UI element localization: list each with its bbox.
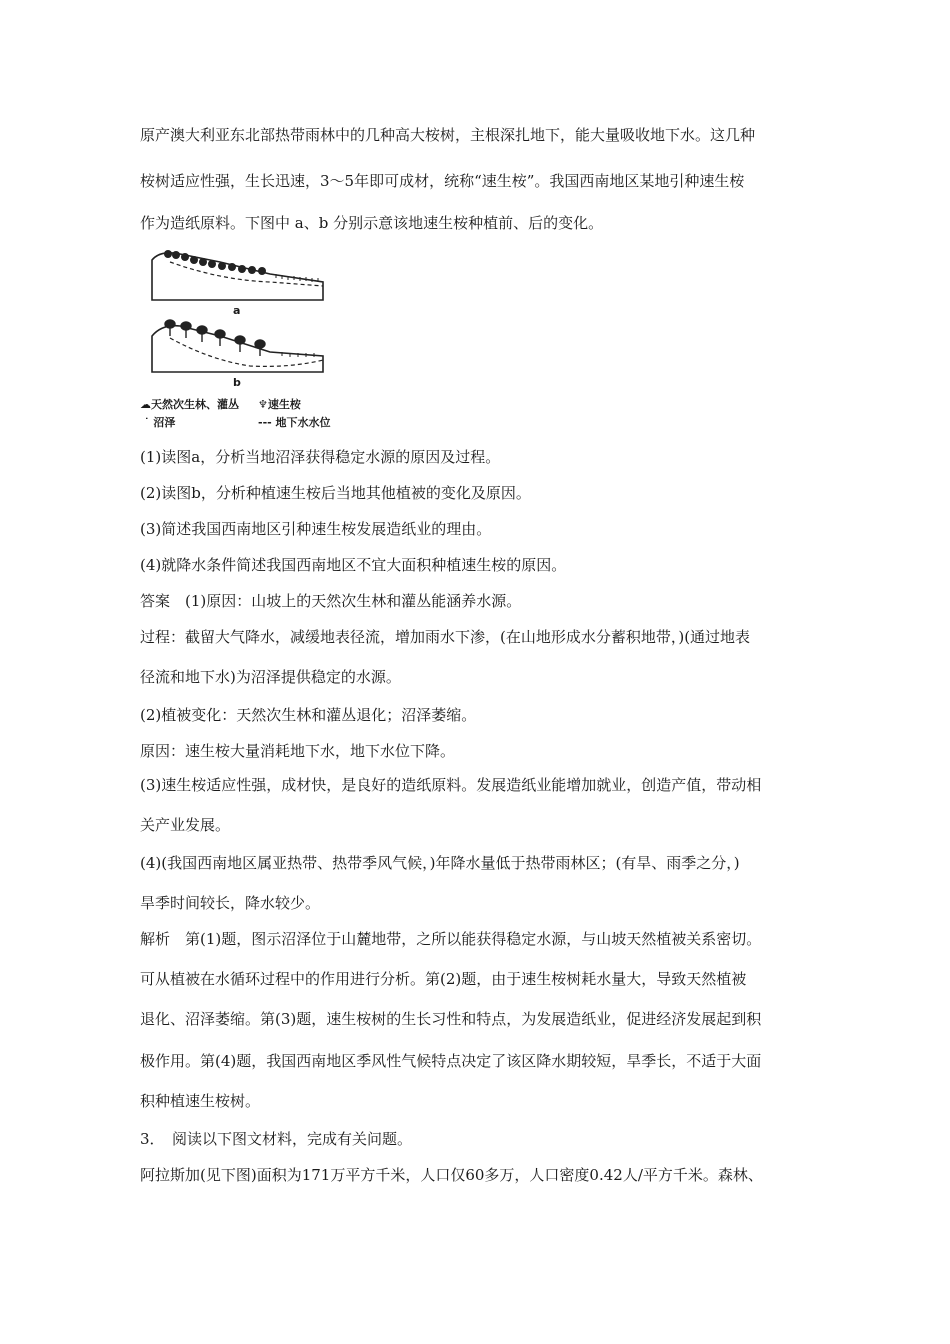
q3-heading: 3． 阅读以下图文材料，完成有关问题。 bbox=[140, 1130, 413, 1148]
question-3: (3)简述我国西南地区引种速生桉发展造纸业的理由。 bbox=[140, 520, 492, 538]
answer-line-6: (3)速生桉适应性强，成材快，是良好的造纸原料。发展造纸业能增加就业，创造产值，带动相 bbox=[140, 776, 762, 794]
analysis-line-3: 退化、沼泽萎缩。第(3)题，速生桉树的生长习性和特点，为发展造纸业，促进经济发展起到积 bbox=[140, 1010, 762, 1028]
legend-swamp: ˙ 沼泽 bbox=[144, 416, 176, 429]
panel-a-label: a bbox=[233, 304, 241, 317]
answer-line-2: 过程：截留大气降水，减缓地表径流，增加雨水下渗，(在山地形成水分蓄积地带，)(通过地表 bbox=[140, 628, 751, 646]
legend-groundwater: --- 地下水水位 bbox=[258, 416, 331, 429]
swamp-icon: ˙ bbox=[144, 416, 154, 429]
legend-forest: ☁天然次生林、灌丛 bbox=[140, 398, 239, 411]
q3-line-1: 阿拉斯加(见下图)面积为171万平方千米，人口仅60多万，人口密度0.42人/平方千米。森林、 bbox=[140, 1166, 763, 1184]
answer-line-5: 原因：速生桉大量消耗地下水，地下水位下降。 bbox=[140, 742, 456, 760]
legend-row-2 bbox=[140, 414, 340, 430]
eucalyptus-figure bbox=[140, 240, 340, 429]
question-2: (2)读图b，分析种植速生桉后当地其他植被的变化及原因。 bbox=[140, 484, 531, 502]
forest-icons-a bbox=[164, 250, 266, 275]
analysis-line-5: 积种植速生桉树。 bbox=[140, 1092, 261, 1110]
answer-line-8: (4)(我国西南地区属亚热带、热带季风气候，)年降水量低于热带雨林区；(有旱、雨季之分，) bbox=[140, 854, 740, 872]
answer-line-7: 关产业发展。 bbox=[140, 816, 231, 834]
legend-eucalyptus: ♆速生桉 bbox=[258, 398, 301, 411]
answer-line-4: (2)植被变化：天然次生林和灌丛退化；沼泽萎缩。 bbox=[140, 706, 477, 724]
eucalyptus-icon: ♆ bbox=[258, 398, 268, 411]
question-4: (4)就降水条件简述我国西南地区不宜大面积种植速生桉的原因。 bbox=[140, 556, 567, 574]
panel-a bbox=[152, 250, 323, 300]
dashed-line-icon: --- bbox=[258, 416, 276, 429]
analysis-line-1: 解析 第(1)题，图示沼泽位于山麓地带，之所以能获得稳定水源，与山坡天然植被关系密切。 bbox=[140, 930, 762, 948]
answer-line-1: 答案 (1)原因：山坡上的天然次生林和灌丛能涵养水源。 bbox=[140, 592, 522, 610]
legend-row-1 bbox=[140, 396, 340, 412]
intro-line-3: 作为造纸原料。下图中 a、b 分别示意该地速生桉种植前、后的变化。 bbox=[140, 214, 604, 232]
answer-line-9: 旱季时间较长，降水较少。 bbox=[140, 894, 321, 912]
panel-b-label: b bbox=[233, 376, 241, 389]
analysis-line-2: 可从植被在水循环过程中的作用进行分析。第(2)题，由于速生桉树耗水量大，导致天然植被 bbox=[140, 970, 747, 988]
panel-b bbox=[152, 320, 323, 372]
answer-line-3: 径流和地下水)为沼泽提供稳定的水源。 bbox=[140, 668, 401, 686]
analysis-line-4: 极作用。第(4)题，我国西南地区季风性气候特点决定了该区降水期较短，旱季长，不适于大面 bbox=[140, 1052, 762, 1070]
intro-line-1: 原产澳大利亚东北部热带雨林中的几种高大桉树，主根深扎地下，能大量吸收地下水。这几种 bbox=[140, 126, 756, 144]
diagram-svg bbox=[140, 240, 340, 420]
intro-line-2: 桉树适应性强，生长迅速，3～5年即可成材，统称“速生桉”。我国西南地区某地引种速生桉 bbox=[140, 172, 745, 190]
question-1: (1)读图a，分析当地沼泽获得稳定水源的原因及过程。 bbox=[140, 448, 501, 466]
forest-icon: ☁ bbox=[140, 398, 151, 411]
